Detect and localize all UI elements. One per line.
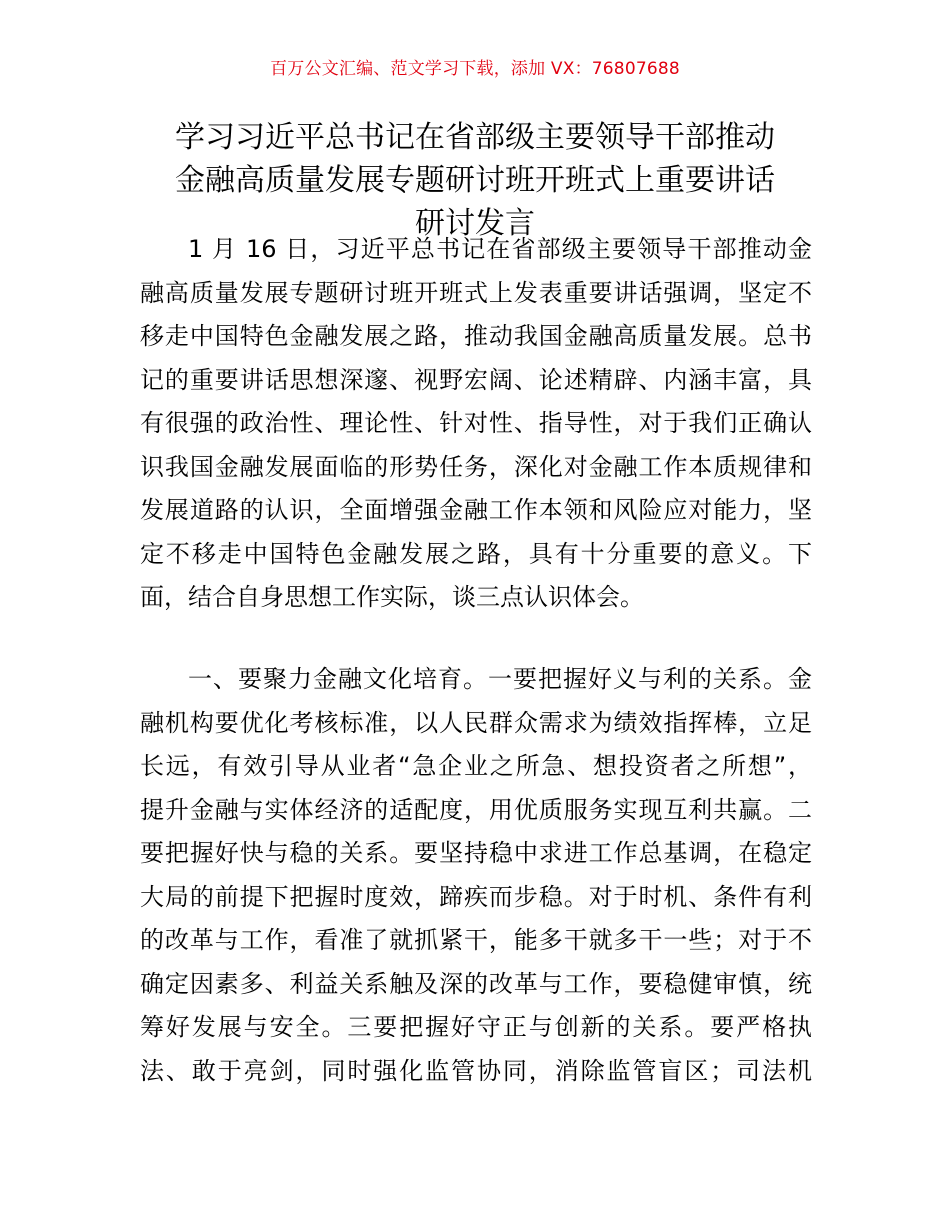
paragraph-line: 提升金融与实体经济的适配度，用优质服务实现互利共赢。二	[140, 795, 812, 824]
paragraph-line: 的改革与工作，看准了就抓紧干，能多干就多干一些；对于不	[140, 926, 812, 954]
paragraph-line: 定不移走中国特色金融发展之路，具有十分重要的意义。下	[140, 539, 812, 568]
paragraph-line: 融高质量发展专题研讨班开班式上发表重要讲话强调，坚定不	[140, 278, 812, 307]
title-line: 研讨发言	[415, 206, 535, 241]
paragraph-line: 长远，有效引导从业者“急企业之所急、想投资者之所想”，	[140, 752, 812, 780]
paragraph-line: 筹好发展与安全。三要把握好守正与创新的关系。要严格执	[140, 1013, 812, 1041]
paragraph-line: 要把握好快与稳的关系。要坚持稳中求进工作总基调，在稳定	[140, 839, 812, 867]
paragraph-line: 移走中国特色金融发展之路，推动我国金融高质量发展。总书	[140, 322, 812, 350]
paragraph-line: 融机构要优化考核标准，以人民群众需求为绩效指挥棒，立足	[140, 708, 812, 737]
title-line: 金融高质量发展专题研讨班开班式上重要讲话	[175, 163, 775, 198]
paragraph-line: 有很强的政治性、理论性、针对性、指导性，对于我们正确认	[140, 409, 812, 437]
paragraph-line: 发展道路的认识，全面增强金融工作本领和风险应对能力，坚	[140, 496, 812, 524]
paragraph-section-one	[140, 658, 812, 1093]
paragraph-line: 确定因素多、利益关系触及深的改革与工作，要稳健审慎，统	[140, 969, 812, 998]
header-promo-note: 百万公文汇编、范文学习下载，添加 VX：76807688	[270, 59, 680, 79]
document-title	[120, 116, 830, 245]
paragraph-line: 大局的前提下把握时度效，蹄疾而步稳。对于时机、条件有利	[140, 882, 812, 911]
paragraph-line: 记的重要讲话思想深邃、视野宏阔、论述精辟、内涵丰富，具	[140, 365, 812, 394]
paragraph-line: 法、敢于亮剑，同时强化监管协同，消除监管盲区；司法机	[140, 1056, 812, 1085]
paragraph-intro	[140, 228, 812, 620]
paragraph-line: 1 月 16 日，习近平总书记在省部级主要领导干部推动金	[188, 235, 812, 263]
paragraph-line: 识我国金融发展面临的形势任务，深化对金融工作本质规律和	[140, 452, 812, 481]
title-line: 学习习近平总书记在省部级主要领导干部推动	[175, 120, 775, 155]
paragraph-line: 一、要聚力金融文化培育。一要把握好义与利的关系。金	[188, 665, 812, 693]
paragraph-line: 面，结合自身思想工作实际，谈三点认识体会。	[140, 583, 644, 611]
